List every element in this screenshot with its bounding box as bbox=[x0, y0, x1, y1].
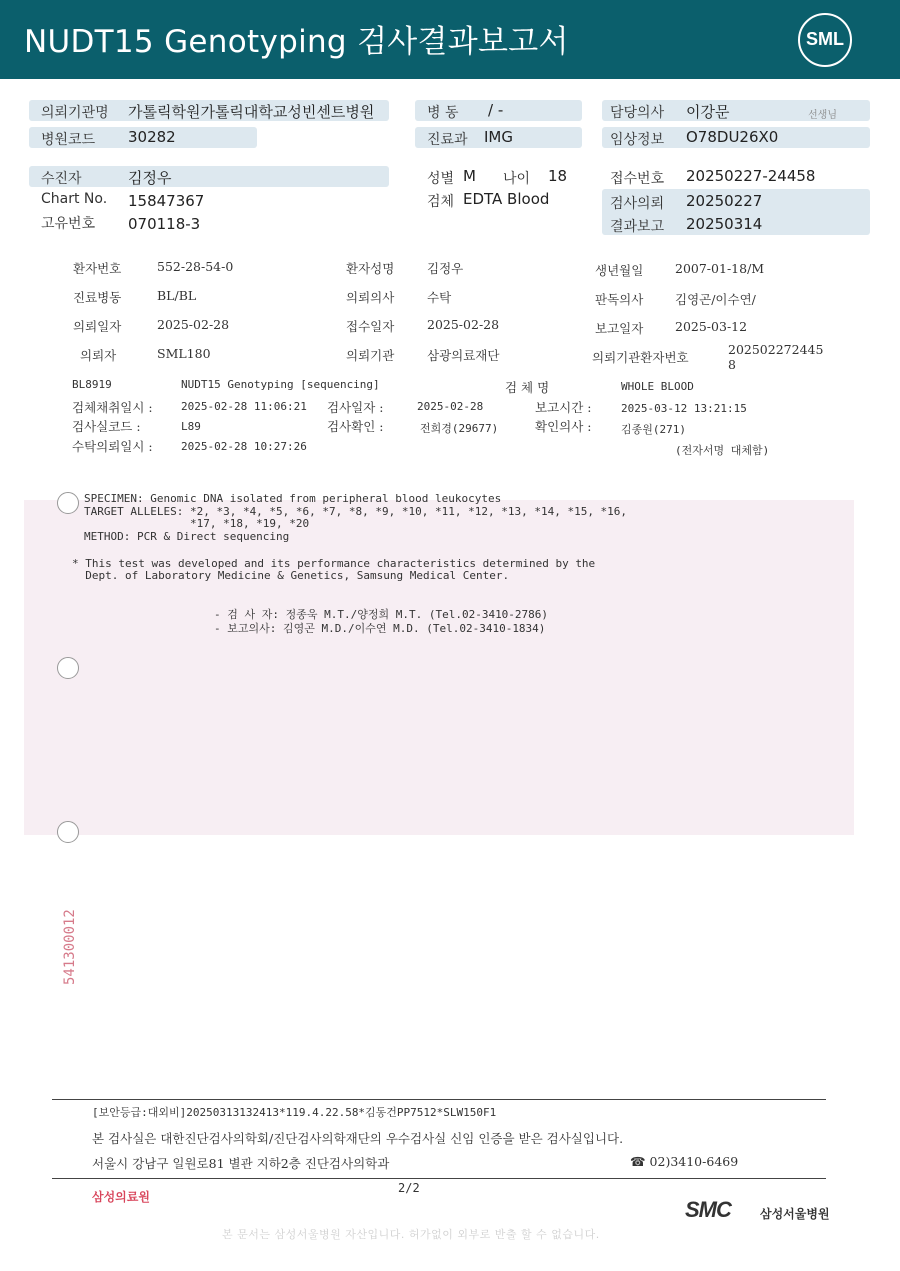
sex-label: 성별 bbox=[427, 171, 455, 187]
doctor-value: 이강문 bbox=[686, 103, 730, 121]
result-alleles: TARGET ALLELES: *2, *3, *4, *5, *6, *7, *8, *9, *10, *11, *12, *13, *14, *15, *16, bbox=[84, 505, 628, 518]
staff-reporter: - 보고의사: 김영곤 M.D./이수연 M.D. (Tel.02-3410-1834) bbox=[214, 622, 546, 635]
hospital-label: 의뢰기관명 bbox=[41, 105, 109, 121]
institution-label: 의뢰기관 bbox=[346, 348, 395, 363]
samsung-medical-logo: 삼성의료원 bbox=[92, 1190, 150, 1204]
dept-value: IMG bbox=[484, 128, 513, 146]
specimen-value: EDTA Blood bbox=[463, 190, 550, 208]
report-value: 20250314 bbox=[686, 215, 763, 233]
confirm-value: 전희경(29677) bbox=[420, 422, 499, 435]
patient-value: 김정우 bbox=[128, 169, 172, 187]
staff-tester: - 검 사 자: 정종욱 M.T./양정희 M.T. (Tel.02-3410-2786) bbox=[214, 608, 549, 621]
punch-hole bbox=[57, 657, 79, 679]
punch-hole bbox=[57, 821, 79, 843]
inst-patient-no-value2: 8 bbox=[728, 357, 736, 372]
clinical-label: 임상정보 bbox=[610, 132, 665, 148]
inst-patient-no-label: 의뢰기관환자번호 bbox=[592, 350, 689, 365]
report-header bbox=[0, 0, 900, 79]
report-date-label: 보고일자 bbox=[595, 321, 644, 336]
request-date-value: 2025-02-28 bbox=[157, 317, 230, 332]
confirm-doc-label: 확인의사 : bbox=[535, 419, 592, 434]
requester-label: 의뢰자 bbox=[80, 348, 117, 363]
test-specimen-label: 검 체 명 bbox=[505, 380, 550, 395]
vertical-code: 541300012 bbox=[62, 909, 78, 985]
disclaimer: 본 문서는 삼성서울병원 자산입니다. 허가없이 외부로 반출 할 수 없습니다. bbox=[222, 1228, 600, 1241]
patient-label: 수진자 bbox=[41, 171, 82, 187]
chart-label: Chart No. bbox=[41, 191, 108, 207]
room-label: 검사실코드 : bbox=[72, 419, 141, 434]
esign-note: (전자서명 대체함) bbox=[675, 444, 770, 457]
result-specimen: SPECIMEN: Genomic DNA isolated from peripheral blood leukocytes bbox=[84, 492, 502, 505]
requester-value: SML180 bbox=[157, 346, 211, 361]
room-value: L89 bbox=[181, 420, 201, 433]
security-line: [보안등급:대외비]20250313132413*119.4.22.58*김동건PP7512*SLW150F1 bbox=[92, 1106, 497, 1119]
ward-label: 병 동 bbox=[427, 105, 459, 121]
report-date-value: 2025-03-12 bbox=[675, 319, 748, 334]
inst-patient-no-value: 202502272445 bbox=[728, 342, 824, 357]
hospital-value: 가톨릭학원가톨릭대학교성빈센트병원 bbox=[128, 103, 375, 121]
request-date-label: 의뢰일자 bbox=[73, 319, 122, 334]
report-title: NUDT15 Genotyping 검사결과보고서 bbox=[24, 24, 569, 60]
result-method: METHOD: PCR & Direct sequencing bbox=[84, 530, 290, 543]
receipt-label: 접수번호 bbox=[610, 171, 665, 187]
testdate-value: 2025-02-28 bbox=[417, 400, 484, 413]
clinical-value: O78DU26X0 bbox=[686, 128, 779, 146]
collect-label: 검체채취일시 : bbox=[72, 400, 153, 415]
reporttime-label: 보고시간 : bbox=[535, 400, 592, 415]
birth-label: 생년월일 bbox=[595, 263, 644, 278]
sex-value: M bbox=[463, 167, 476, 185]
uid-label: 고유번호 bbox=[41, 216, 96, 232]
smc-logo: SMC bbox=[685, 1197, 731, 1222]
result-panel bbox=[24, 500, 854, 835]
cert-line: 본 검사실은 대한진단검사의학회/진단검사의학재단의 우수검사실 신임 인증을 받은 검사실입니다. bbox=[92, 1131, 624, 1146]
testdate-label: 검사일자 : bbox=[327, 400, 384, 415]
institution-value: 삼광의료재단 bbox=[427, 348, 500, 363]
report-label: 결과보고 bbox=[610, 219, 665, 235]
result-alleles-cont: *17, *18, *19, *20 bbox=[84, 517, 310, 530]
address-line: 서울시 강남구 일원로81 별관 지하2층 진단검사의학과 bbox=[92, 1156, 390, 1171]
footer-top-line bbox=[52, 1099, 826, 1100]
sml-logo bbox=[798, 13, 852, 67]
patient-no-label: 환자번호 bbox=[73, 261, 122, 276]
test-name: NUDT15 Genotyping [sequencing] bbox=[181, 378, 380, 391]
sml-logo-text: SML bbox=[806, 29, 844, 49]
doctor-suffix: 선생님 bbox=[808, 110, 837, 121]
ward-detail-value: BL/BL bbox=[157, 288, 197, 303]
confirm-label: 검사확인 : bbox=[327, 419, 384, 434]
request-label: 검사의뢰 bbox=[610, 196, 665, 212]
patient-name-value: 김정우 bbox=[427, 261, 464, 276]
collect-value: 2025-02-28 11:06:21 bbox=[181, 400, 307, 413]
ward-detail-label: 진료병동 bbox=[73, 290, 122, 305]
uid-value: 070118-3 bbox=[128, 215, 201, 233]
hospcode-label: 병원코드 bbox=[41, 132, 96, 148]
hospcode-value: 30282 bbox=[128, 128, 176, 146]
patient-name-label: 환자성명 bbox=[346, 261, 395, 276]
consign-label: 수탁의뢰일시 : bbox=[72, 439, 153, 454]
confirm-doc-value: 김종원(271) bbox=[621, 423, 686, 436]
birth-value: 2007-01-18/M bbox=[675, 261, 765, 276]
patient-bar bbox=[29, 166, 389, 187]
phone-line: ☎ 02)3410-6469 bbox=[630, 1154, 739, 1169]
reporttime-value: 2025-03-12 13:21:15 bbox=[621, 402, 747, 415]
patient-no-value: 552-28-54-0 bbox=[157, 259, 234, 274]
result-note-2: Dept. of Laboratory Medicine & Genetics, Samsung Medical Center. bbox=[72, 569, 510, 582]
referring-doctor-label: 의뢰의사 bbox=[346, 290, 395, 305]
receipt-date-label: 접수일자 bbox=[346, 319, 395, 334]
test-code: BL8919 bbox=[72, 378, 112, 391]
receipt-value: 20250227-24458 bbox=[686, 167, 816, 185]
punch-hole bbox=[57, 492, 79, 514]
reading-doctor-label: 판독의사 bbox=[595, 292, 644, 307]
age-label: 나이 bbox=[503, 171, 531, 187]
footer-bottom-line bbox=[52, 1178, 826, 1179]
test-specimen-value: WHOLE BLOOD bbox=[621, 380, 694, 393]
specimen-label: 검체 bbox=[427, 194, 455, 210]
chart-value: 15847367 bbox=[128, 192, 205, 210]
request-value: 20250227 bbox=[686, 192, 763, 210]
dept-label: 진료과 bbox=[427, 132, 468, 148]
age-value: 18 bbox=[548, 167, 568, 185]
ward-value: / - bbox=[488, 101, 504, 119]
consign-value: 2025-02-28 10:27:26 bbox=[181, 440, 307, 453]
doctor-label: 담당의사 bbox=[610, 105, 665, 121]
referring-doctor-value: 수탁 bbox=[427, 290, 452, 305]
smc-name: 삼성서울병원 bbox=[760, 1207, 830, 1221]
receipt-date-value: 2025-02-28 bbox=[427, 317, 500, 332]
page-number: 2/2 bbox=[398, 1181, 420, 1195]
reading-doctor-value: 김영곤/이수연/ bbox=[675, 292, 756, 307]
result-note-1: * This test was developed and its performance characteristics determined by the bbox=[72, 557, 596, 570]
